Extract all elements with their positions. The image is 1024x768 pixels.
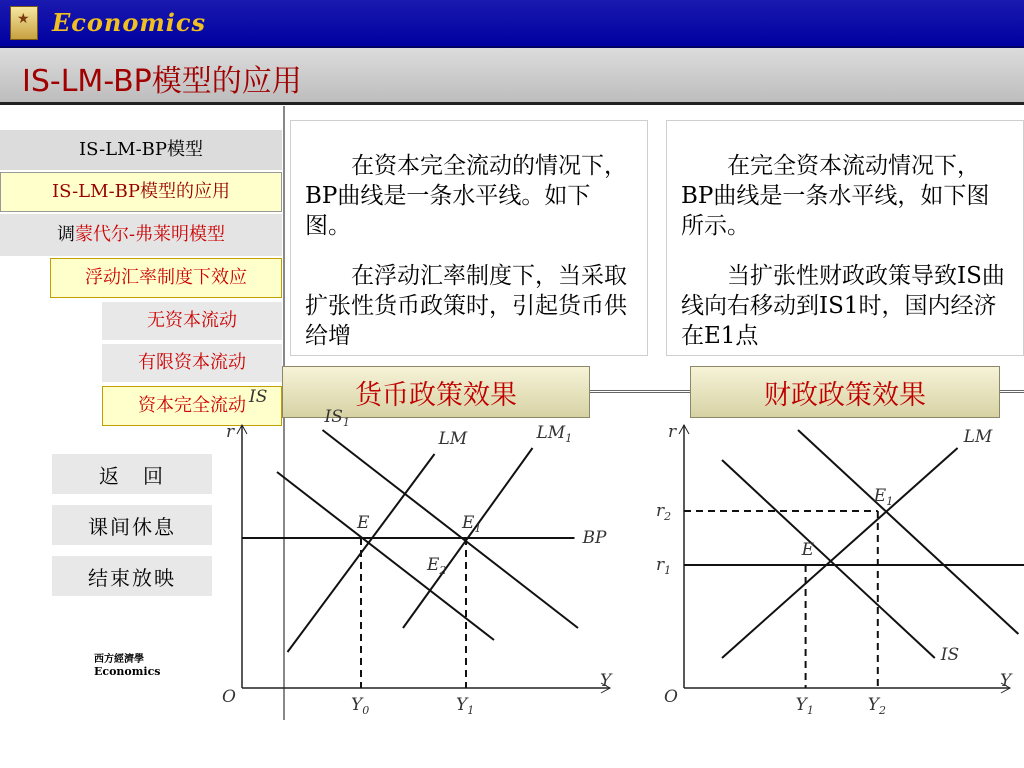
x-tick-label: $Y_0$ bbox=[351, 695, 370, 717]
x-tick-label: $Y_1$ bbox=[795, 695, 814, 717]
sidebar-item-label: 有限资本流动 bbox=[138, 352, 246, 373]
sidebar-item-label: 浮动汇率制度下效应 bbox=[85, 267, 247, 288]
back-button[interactable]: 返 回 bbox=[52, 454, 212, 494]
series-label-lm: LM bbox=[963, 427, 993, 447]
x-axis-label: Y bbox=[600, 671, 612, 691]
book-icon: ★ bbox=[10, 6, 38, 40]
point-label-e1: $E_1$ bbox=[873, 486, 894, 508]
logo-chinese: 西方經濟學 bbox=[94, 654, 144, 665]
origin-label: O bbox=[222, 687, 236, 707]
y-tick-label: $r_1$ bbox=[656, 555, 672, 577]
sidebar-item-label: IS-LM-BP模型的应用 bbox=[52, 181, 230, 202]
series-label-bp: BP bbox=[582, 528, 607, 548]
point-label-e2: $E_2$ bbox=[427, 555, 447, 577]
series-label-lm1: $LM_1$ bbox=[536, 423, 573, 445]
monetary-policy-banner: 货币政策效果 bbox=[282, 366, 590, 418]
sidebar-item-label: IS-LM-BP模型 bbox=[79, 139, 203, 160]
paragraph: 在完全资本流动情况下，BP曲线是一条水平线，如下图所示。 bbox=[681, 153, 990, 239]
paragraph: 当扩张性财政政策导致IS曲线向右移动到IS1时，国内经济在E1点 bbox=[681, 263, 1005, 349]
fiscal-policy-banner: 财政政策效果 bbox=[690, 366, 1000, 418]
x-axis-label: Y bbox=[1000, 671, 1012, 691]
break-button[interactable]: 课间休息 bbox=[52, 505, 212, 545]
y-axis-label: r bbox=[668, 422, 677, 442]
series-label-lm: LM bbox=[438, 429, 468, 449]
y-axis-label: r bbox=[226, 422, 235, 442]
sidebar-item-label: 无资本流动 bbox=[147, 310, 237, 331]
app-title: Economics bbox=[52, 8, 207, 37]
series-label-is: IS bbox=[940, 645, 960, 665]
series-line-lm bbox=[722, 448, 958, 658]
paragraph: 在浮动汇率制度下，当采取扩张性货币政策时，引起货币供给增 bbox=[305, 263, 627, 349]
point-label-e1: $E_1$ bbox=[462, 513, 482, 535]
y-tick-label: $r_2$ bbox=[656, 501, 672, 523]
paragraph: 在资本完全流动的情况下，BP曲线是一条水平线。如下图。 bbox=[305, 153, 627, 239]
end-show-button[interactable]: 结束放映 bbox=[52, 556, 212, 596]
monetary-policy-chart bbox=[222, 387, 613, 717]
page-title: IS-LM-BP模型的应用 bbox=[22, 64, 302, 99]
point-label-e: E bbox=[801, 540, 815, 560]
origin-label: O bbox=[664, 687, 678, 707]
point-label-e: E bbox=[357, 513, 370, 533]
x-tick-label: $Y_1$ bbox=[456, 695, 475, 717]
sidebar-item-prefix: 调 bbox=[56, 224, 75, 245]
series-line-is1 bbox=[798, 430, 1018, 634]
x-tick-label: $Y_2$ bbox=[867, 695, 887, 717]
series-line-is bbox=[277, 472, 494, 640]
series-label-is: IS bbox=[249, 387, 268, 407]
fiscal-policy-chart bbox=[656, 422, 1024, 717]
logo-english: Economics bbox=[94, 665, 161, 678]
sidebar-item-label: 蒙代尔-弗莱明模型 bbox=[74, 224, 226, 245]
series-label-is1: $IS_1$ bbox=[324, 407, 350, 429]
sidebar-item-label: 资本完全流动 bbox=[138, 395, 246, 416]
